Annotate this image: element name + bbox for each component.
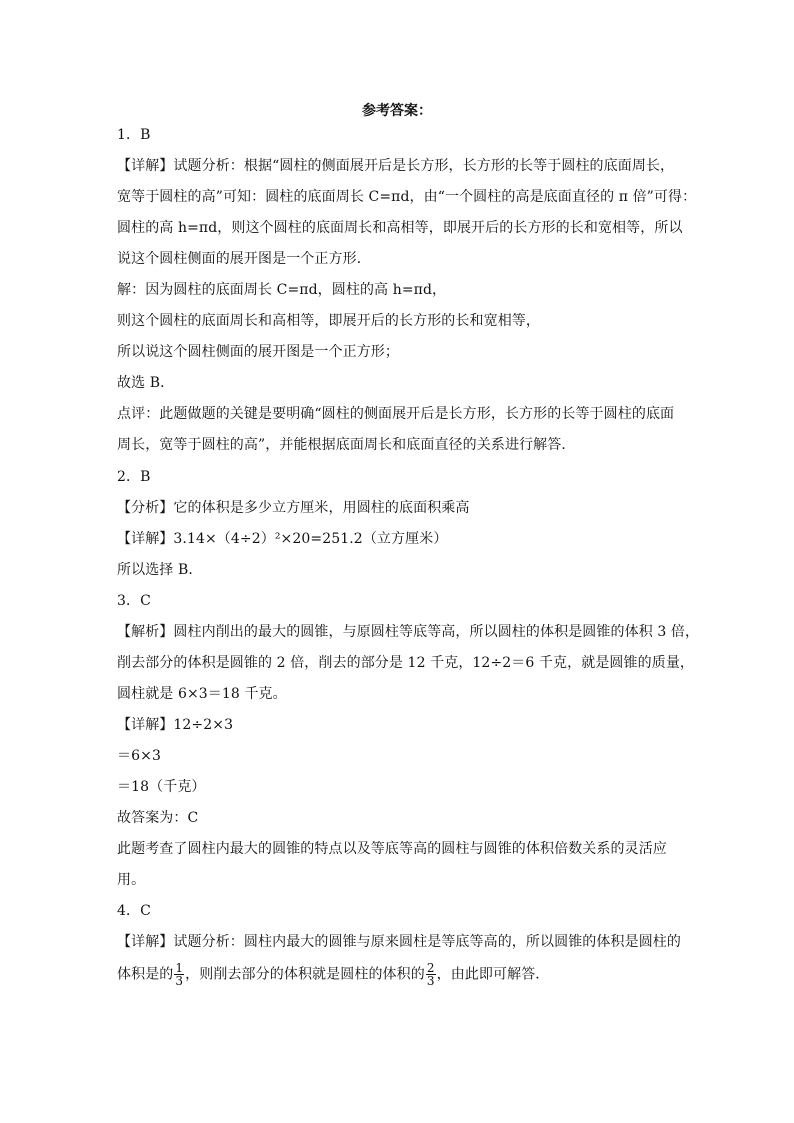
text-line: 所以选择 B． <box>117 562 203 578</box>
text-line: 解：因为圆柱的底面周长 C=πd，圆柱的高 h=πd， <box>117 282 447 298</box>
text-line: 此题考查了圆柱内最大的圆锥的特点以及等底等高的圆柱与圆锥的体积倍数关系的灵活应 <box>117 841 667 857</box>
fraction-denominator: 3 <box>175 974 184 988</box>
text-segment: ，则削去部分的体积就是圆柱的体积的 <box>185 966 425 983</box>
text-line: 说这个圆柱侧面的展开图是一个正方形． <box>117 251 371 267</box>
text-line: 所以说这个圆柱侧面的展开图是一个正方形； <box>117 344 399 360</box>
text-segment: 体积是的 <box>117 966 174 983</box>
fraction-numerator: 1 <box>175 961 184 975</box>
text-line: 【详解】试题分析：根据“圆柱的侧面展开后是长方形，长方形的长等于圆柱的底面周长， <box>117 158 675 174</box>
text-line: 宽等于圆柱的高”可知：圆柱的底面周长 C=πd，由“一个圆柱的高是底面直径的 π 倍”可得： <box>117 189 697 205</box>
page-title: 参考答案： <box>362 103 432 119</box>
text-line: 圆柱就是 6×3＝18 千克。 <box>117 686 287 702</box>
text-line: 周长，宽等于圆柱的高”，并能根据底面周长和底面直径的关系进行解答． <box>117 437 576 453</box>
text-line: 圆柱的高 h=πd，则这个圆柱的底面周长和高相等，即展开后的长方形的长和宽相等，所以 <box>117 220 683 236</box>
fraction-two-thirds <box>426 962 436 987</box>
text-line: 点评：此题做题的关键是要明确“圆柱的侧面展开后是长方形，长方形的长等于圆柱的底面 <box>117 406 675 422</box>
text-line: 4．C <box>117 903 151 919</box>
text-line: 1．B <box>117 127 151 143</box>
text-line: 则这个圆柱的底面周长和高相等，即展开后的长方形的长和宽相等， <box>117 313 540 329</box>
text-line: ＝18（千克） <box>117 779 206 795</box>
text-line: 故选 B． <box>117 375 175 391</box>
text-line: ＝6×3 <box>117 748 161 764</box>
text-line: 【详解】12÷2×3 <box>117 717 234 733</box>
text-line: 故答案为：C <box>117 810 199 826</box>
text-line-with-fractions <box>117 962 549 987</box>
text-line: 2．B <box>117 469 151 485</box>
text-line: 【详解】3.14×（4÷2）²×20=251.2（立方厘米） <box>117 531 448 547</box>
fraction-numerator: 2 <box>426 961 435 975</box>
text-line: 削去部分的体积是圆锥的 2 倍，削去的部分是 12 千克，12÷2＝6 千克，就是圆锥的质量， <box>117 655 695 671</box>
fraction-one-third <box>174 962 184 987</box>
text-line: 【详解】试题分析：圆柱内最大的圆锥与原来圆柱是等底等高的，所以圆锥的体积是圆柱的 <box>117 934 681 950</box>
fraction-denominator: 3 <box>426 974 435 988</box>
text-line: 用。 <box>117 872 146 888</box>
text-line: 【分析】它的体积是多少立方厘米，用圆柱的底面积乘高 <box>117 500 470 516</box>
text-line: 【解析】圆柱内削出的最大的圆锥，与原圆柱等底等高，所以圆柱的体积是圆锥的体积 3 倍， <box>117 624 700 640</box>
text-line: 3．C <box>117 593 151 609</box>
text-segment: ，由此即可解答． <box>436 966 550 983</box>
